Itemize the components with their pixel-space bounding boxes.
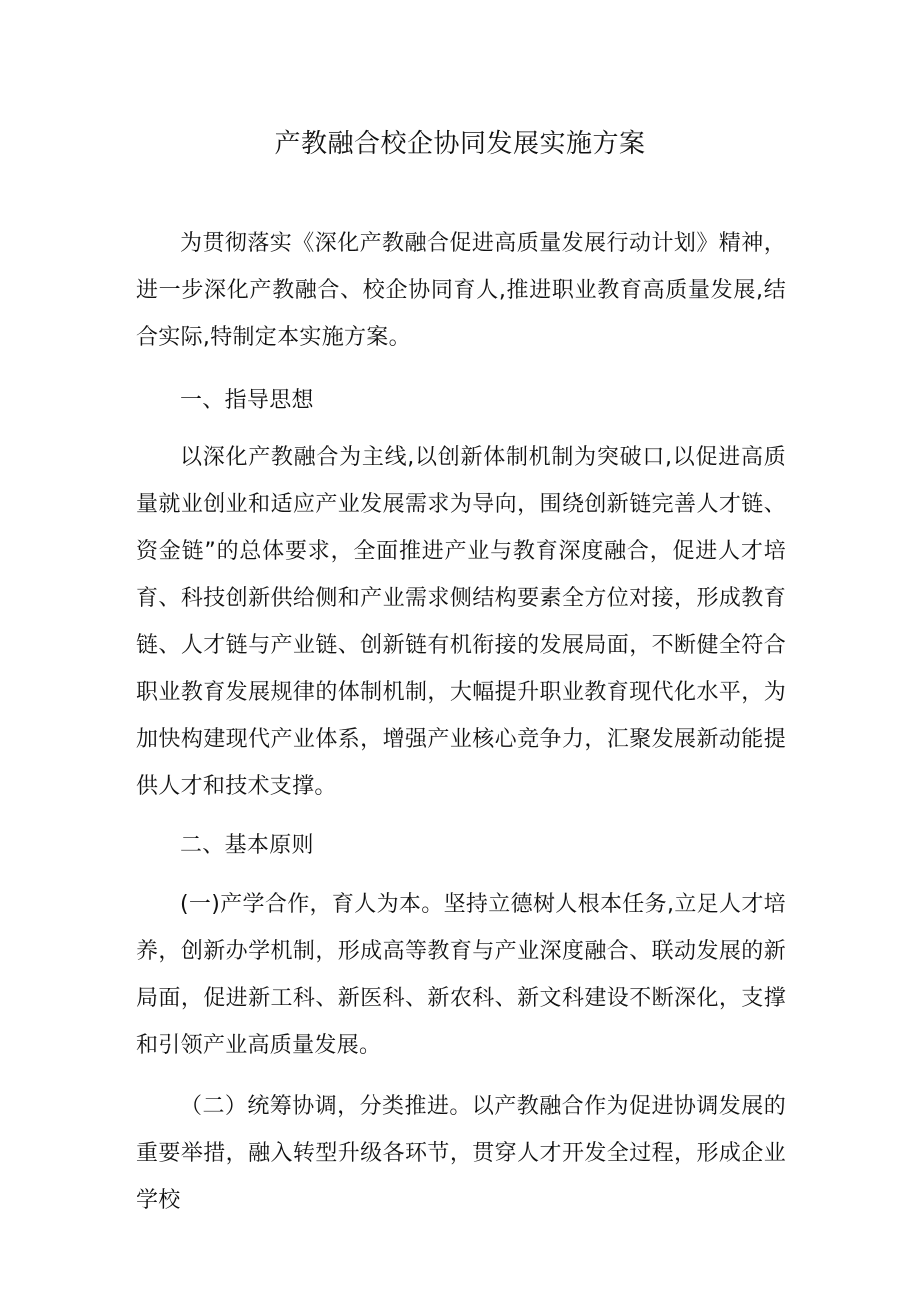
guiding-ideology-paragraph: 以深化产教融合为主线,以创新体制机制为突破口,以促进高质量就业创业和适应产业发展需求为导向，围绕创新链完善人才链、资金链”的总体要求，全面推进产业与教育深度融合，促进人才培育、科技创新供给侧和产业需求侧结构要素全方位对接，形成教育链、人才链与产业链、创新链有机衔接的发展局面，不断健全符合职业教育发展规律的体制机制，大幅提升职业教育现代化水平，为加快构建现代产业体系，增强产业核心竞争力，汇聚发展新动能提供人才和技术支撑。 [136, 445, 786, 799]
section-heading-guiding-ideology: 一、指导思想 [180, 388, 314, 413]
section-heading-basic-principles: 二、基本原则 [180, 833, 314, 858]
document-body [136, 220, 786, 1224]
document-title: 产教融合校企协同发展实施方案 [274, 129, 646, 159]
principle-item-2: （二）统筹协调，分类推进。以产教融合作为促进协调发展的重要举措，融入转型升级各环节，贯穿人才开发全过程，形成企业学校 [136, 1094, 786, 1213]
principle-item-1: (一)产学合作，育人为本。坚持立德树人根本任务,立足人才培养，创新办学机制，形成高等教育与产业深度融合、联动发展的新局面，促进新工科、新医科、新农科、新文科建设不断深化，支撑和引领产业高质量发展。 [136, 892, 786, 1058]
intro-paragraph: 为贯彻落实《深化产教融合促进高质量发展行动计划》精神，进一步深化产教融合、校企协同育人,推进职业教育高质量发展,结合实际,特制定本实施方案。 [136, 231, 786, 350]
